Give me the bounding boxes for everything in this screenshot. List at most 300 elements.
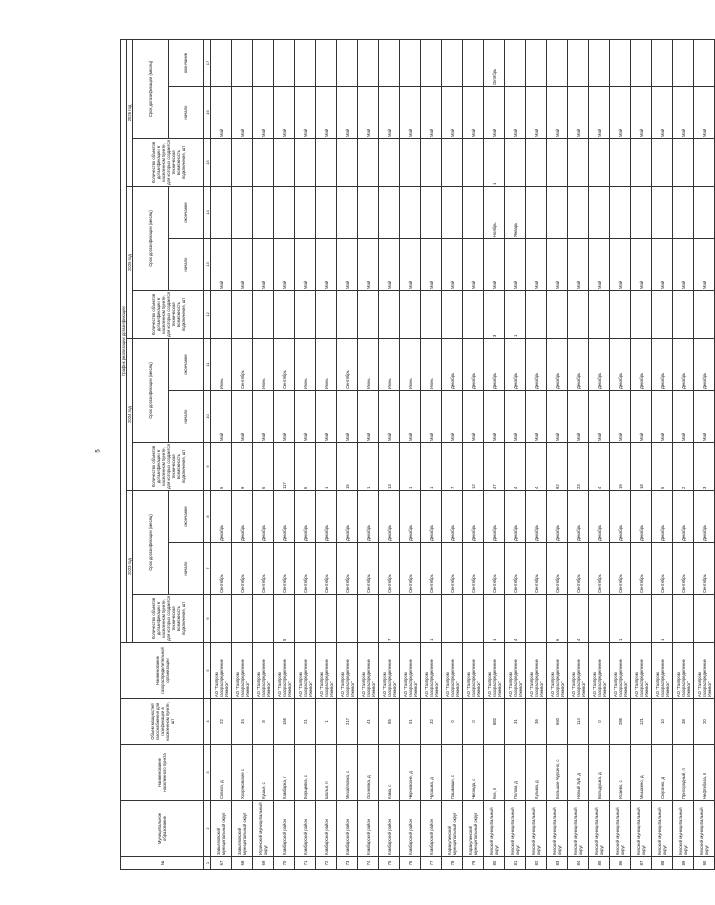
y1-count bbox=[211, 595, 232, 643]
row-number: 79 bbox=[463, 857, 484, 870]
column-number: 1 bbox=[204, 857, 211, 870]
column-number: 15 bbox=[204, 139, 211, 187]
gas-organization: АО "Газпром газораспределение Ижевск" bbox=[358, 643, 379, 699]
gas-organization: АО "Газпром газораспределение Ижевск" bbox=[484, 643, 505, 699]
settlement: Полом, д bbox=[505, 745, 526, 801]
y4-count bbox=[610, 139, 631, 187]
capacity: 32 bbox=[421, 699, 442, 745]
y1-start: Сентябрь bbox=[694, 543, 715, 595]
y1-end: Декабрь bbox=[526, 491, 547, 543]
table-row bbox=[211, 39, 232, 869]
table-row bbox=[316, 39, 337, 869]
y1-end: Декабрь bbox=[253, 491, 274, 543]
capacity: 156 bbox=[274, 699, 295, 745]
y2-start: Май bbox=[400, 391, 421, 443]
y1-end: Декабрь bbox=[610, 491, 631, 543]
y4-end bbox=[652, 39, 673, 86]
header-start-3: начало bbox=[168, 239, 204, 291]
page-number: 5 bbox=[95, 449, 102, 453]
y1-end: Декабрь bbox=[442, 491, 463, 543]
settlement: Совхоз, д bbox=[211, 745, 232, 801]
municipality: Камбарский район bbox=[316, 801, 337, 857]
y4-start: Май bbox=[694, 87, 715, 139]
y4-start: Май bbox=[274, 87, 295, 139]
header-end-3: окончание bbox=[168, 187, 204, 239]
municipality: Камбарский район bbox=[337, 801, 358, 857]
y3-end bbox=[358, 187, 379, 239]
municipality: Камбарский район bbox=[379, 801, 400, 857]
y1-count bbox=[589, 595, 610, 643]
table-row bbox=[484, 39, 505, 869]
y1-end: Декабрь bbox=[274, 491, 295, 543]
y2-start: Май bbox=[295, 391, 316, 443]
y3-end bbox=[568, 187, 589, 239]
capacity: 1 bbox=[316, 699, 337, 745]
y1-end: Декабрь bbox=[211, 491, 232, 543]
column-number: 14 bbox=[204, 187, 211, 239]
column-number: 12 bbox=[204, 291, 211, 339]
capacity: 85 bbox=[379, 699, 400, 745]
y3-end bbox=[379, 187, 400, 239]
y2-end: Декабрь bbox=[631, 339, 652, 391]
gas-organization: АО "Газпром газораспределение Ижевск" bbox=[631, 643, 652, 699]
column-number: 17 bbox=[204, 39, 211, 86]
header-srok-2: Срок догазификации (месяц) bbox=[133, 339, 169, 443]
rotated-page bbox=[120, 40, 712, 870]
gas-organization: АО "Газпром газораспределение Ижевск" bbox=[211, 643, 232, 699]
capacity: 286 bbox=[610, 699, 631, 745]
municipality: Камбарский район bbox=[295, 801, 316, 857]
y3-start: Май bbox=[337, 239, 358, 291]
capacity: 34 bbox=[232, 699, 253, 745]
y3-start: Май bbox=[652, 239, 673, 291]
y3-end bbox=[316, 187, 337, 239]
row-number: 84 bbox=[568, 857, 589, 870]
y4-end bbox=[316, 39, 337, 86]
settlement: Хохряковские с bbox=[232, 745, 253, 801]
y3-count bbox=[631, 291, 652, 339]
y4-start: Май bbox=[631, 87, 652, 139]
row-number: 90 bbox=[694, 857, 715, 870]
y4-count bbox=[295, 139, 316, 187]
y2-start: Май bbox=[673, 391, 694, 443]
y2-count: 5 bbox=[652, 443, 673, 491]
y4-end bbox=[673, 39, 694, 86]
y4-start: Май bbox=[442, 87, 463, 139]
capacity: 22 bbox=[211, 699, 232, 745]
y2-start: Май bbox=[484, 391, 505, 443]
y2-end: Сентябрь bbox=[337, 339, 358, 391]
municipality: Завьяловский муниципальный округ bbox=[232, 801, 253, 857]
table-row bbox=[442, 39, 463, 869]
gas-organization: АО "Газпром газораспределение Ижевск" bbox=[400, 643, 421, 699]
y2-start: Май bbox=[232, 391, 253, 443]
y4-end bbox=[442, 39, 463, 86]
y1-start: Сентябрь bbox=[589, 543, 610, 595]
y4-end bbox=[589, 39, 610, 86]
column-number: 5 bbox=[204, 643, 211, 699]
y1-count: 1 bbox=[421, 595, 442, 643]
y2-start: Май bbox=[358, 391, 379, 443]
y4-start: Май bbox=[505, 87, 526, 139]
capacity: 660 bbox=[547, 699, 568, 745]
header-start-2: начало bbox=[168, 391, 204, 443]
y3-end bbox=[526, 187, 547, 239]
settlement: Исаево, с bbox=[610, 745, 631, 801]
row-number: 81 bbox=[505, 857, 526, 870]
y1-count: 4 bbox=[505, 595, 526, 643]
y4-start: Май bbox=[568, 87, 589, 139]
y4-count bbox=[274, 139, 295, 187]
header-mo: Муниципальное образование bbox=[121, 801, 204, 857]
settlement: Шолья, п bbox=[316, 745, 337, 801]
municipality: Каракулинский муниципальный округ bbox=[463, 801, 484, 857]
y4-start: Май bbox=[211, 87, 232, 139]
header-year-1: 2023 год bbox=[127, 491, 133, 643]
column-number: 13 bbox=[204, 239, 211, 291]
y4-start: Май bbox=[652, 87, 673, 139]
municipality: Кезский муниципальный округ bbox=[505, 801, 526, 857]
y1-start: Сентябрь bbox=[610, 543, 631, 595]
y4-start: Май bbox=[337, 87, 358, 139]
y4-count bbox=[526, 139, 547, 187]
y2-count: 7 bbox=[442, 443, 463, 491]
municipality: Кезский муниципальный округ bbox=[631, 801, 652, 857]
settlement: Новый Зуй, д bbox=[568, 745, 589, 801]
gas-organization: АО "Газпром газораспределение Ижевск" bbox=[379, 643, 400, 699]
y2-end: Декабрь bbox=[526, 339, 547, 391]
y3-end bbox=[694, 187, 715, 239]
settlement: Камбарка, г bbox=[274, 745, 295, 801]
y4-count bbox=[358, 139, 379, 187]
settlement: Мышкино, д bbox=[631, 745, 652, 801]
settlement: Михайловка, с bbox=[337, 745, 358, 801]
y2-start: Май bbox=[463, 391, 484, 443]
header-org: Наименование газораспределительной организации bbox=[121, 643, 204, 699]
y3-start: Май bbox=[358, 239, 379, 291]
header-year-4: 2026 год bbox=[127, 39, 133, 186]
y3-count bbox=[421, 291, 442, 339]
y3-end bbox=[211, 187, 232, 239]
y2-count: 15 bbox=[337, 443, 358, 491]
settlement: Сюрзино, д bbox=[652, 745, 673, 801]
y1-end: Декабрь bbox=[337, 491, 358, 543]
y1-start: Сентябрь bbox=[379, 543, 400, 595]
row-number: 76 bbox=[400, 857, 421, 870]
table-row bbox=[400, 39, 421, 869]
y3-end bbox=[253, 187, 274, 239]
municipality: Кезский муниципальный округ bbox=[589, 801, 610, 857]
y1-count bbox=[232, 595, 253, 643]
y4-end bbox=[526, 39, 547, 86]
capacity: 114 bbox=[568, 699, 589, 745]
y4-count bbox=[379, 139, 400, 187]
y1-start: Сентябрь bbox=[652, 543, 673, 595]
y3-end bbox=[232, 187, 253, 239]
y1-count bbox=[316, 595, 337, 643]
municipality: Камбарский район bbox=[274, 801, 295, 857]
y3-count bbox=[358, 291, 379, 339]
y1-end: Декабрь bbox=[652, 491, 673, 543]
y1-end: Декабрь bbox=[484, 491, 505, 543]
y4-end bbox=[568, 39, 589, 86]
capacity: 217 bbox=[337, 699, 358, 745]
y2-count: 19 bbox=[610, 443, 631, 491]
y3-start: Май bbox=[505, 239, 526, 291]
gas-organization: АО "Газпром газораспределение Ижевск" bbox=[295, 643, 316, 699]
table-row bbox=[631, 39, 652, 869]
y2-end: Июнь bbox=[253, 339, 274, 391]
capacity: 20 bbox=[694, 699, 715, 745]
table-row bbox=[505, 39, 526, 869]
y1-end: Декабрь bbox=[400, 491, 421, 543]
y3-count: 3 bbox=[484, 291, 505, 339]
row-number: 72 bbox=[316, 857, 337, 870]
municipality: Кезский муниципальный округ bbox=[652, 801, 673, 857]
y4-start: Май bbox=[610, 87, 631, 139]
y4-start: Май bbox=[589, 87, 610, 139]
table-row bbox=[295, 39, 316, 869]
y4-end: Октябрь bbox=[484, 39, 505, 86]
y3-count bbox=[463, 291, 484, 339]
y1-start: Сентябрь bbox=[526, 543, 547, 595]
y3-start: Май bbox=[211, 239, 232, 291]
y4-count bbox=[631, 139, 652, 187]
y1-end: Декабрь bbox=[421, 491, 442, 543]
y4-count bbox=[505, 139, 526, 187]
y1-end: Декабрь bbox=[358, 491, 379, 543]
y3-start: Май bbox=[463, 239, 484, 291]
row-number: 73 bbox=[337, 857, 358, 870]
y1-count: 7 bbox=[379, 595, 400, 643]
y2-start: Май bbox=[589, 391, 610, 443]
y4-count bbox=[316, 139, 337, 187]
y3-start: Май bbox=[400, 239, 421, 291]
y2-start: Май bbox=[652, 391, 673, 443]
y3-end bbox=[337, 187, 358, 239]
y4-count bbox=[232, 139, 253, 187]
y4-count bbox=[652, 139, 673, 187]
municipality: Кезский муниципальный округ bbox=[526, 801, 547, 857]
y2-start: Май bbox=[274, 391, 295, 443]
gas-organization: АО "Газпром газораспределение Ижевск" bbox=[694, 643, 715, 699]
y2-count: 5 bbox=[211, 443, 232, 491]
settlement: Кушья, с bbox=[253, 745, 274, 801]
column-number: 8 bbox=[204, 491, 211, 543]
y3-start: Май bbox=[547, 239, 568, 291]
column-number: 2 bbox=[204, 801, 211, 857]
y1-count bbox=[463, 595, 484, 643]
y4-count bbox=[547, 139, 568, 187]
y2-count: 4 bbox=[589, 443, 610, 491]
header-start-1: начало bbox=[168, 543, 204, 595]
y3-start: Май bbox=[673, 239, 694, 291]
y3-count bbox=[253, 291, 274, 339]
gas-organization: АО "Газпром газораспределение Ижевск" bbox=[274, 643, 295, 699]
y2-start: Май bbox=[379, 391, 400, 443]
header-year-3: 2025 год bbox=[127, 187, 133, 339]
y3-count bbox=[442, 291, 463, 339]
y2-end: Сентябрь bbox=[232, 339, 253, 391]
column-number: 3 bbox=[204, 745, 211, 801]
y3-end bbox=[295, 187, 316, 239]
y4-end bbox=[463, 39, 484, 86]
y4-start: Май bbox=[400, 87, 421, 139]
capacity: 41 bbox=[358, 699, 379, 745]
settlement: Вольдушка, д bbox=[589, 745, 610, 801]
gas-organization: АО "Газпром газораспределение Ижевск" bbox=[421, 643, 442, 699]
table-row bbox=[358, 39, 379, 869]
settlement: Пригородный, п bbox=[673, 745, 694, 801]
row-number: 85 bbox=[589, 857, 610, 870]
table-row bbox=[652, 39, 673, 869]
y3-end bbox=[652, 187, 673, 239]
y2-start: Май bbox=[610, 391, 631, 443]
y4-end bbox=[379, 39, 400, 86]
y4-start: Май bbox=[463, 87, 484, 139]
gas-organization: АО "Газпром газораспределение Ижевск" bbox=[547, 643, 568, 699]
row-number: 86 bbox=[610, 857, 631, 870]
y1-start: Сентябрь bbox=[547, 543, 568, 595]
settlement: Нефтебаза, п bbox=[694, 745, 715, 801]
y3-end bbox=[589, 187, 610, 239]
y2-end: Декабрь bbox=[652, 339, 673, 391]
y2-end: Июнь bbox=[379, 339, 400, 391]
y1-start: Сентябрь bbox=[484, 543, 505, 595]
y3-start: Май bbox=[694, 239, 715, 291]
row-number: 68 bbox=[232, 857, 253, 870]
y2-end: Декабрь bbox=[547, 339, 568, 391]
y1-start: Сентябрь bbox=[400, 543, 421, 595]
y2-count: 9 bbox=[232, 443, 253, 491]
y2-count: 18 bbox=[631, 443, 652, 491]
gas-organization: АО "Газпром газораспределение Ижевск" bbox=[652, 643, 673, 699]
y2-end: Декабрь bbox=[610, 339, 631, 391]
y2-count: 4 bbox=[526, 443, 547, 491]
y4-end bbox=[358, 39, 379, 86]
y1-end: Декабрь bbox=[631, 491, 652, 543]
y4-end bbox=[610, 39, 631, 86]
y1-count bbox=[400, 595, 421, 643]
column-number: 11 bbox=[204, 339, 211, 391]
header-kol-3: Количество объектов догазификации в населенном пункте, для которых создается техническая возможность подключения, шт bbox=[133, 291, 204, 339]
y2-end: Декабрь bbox=[568, 339, 589, 391]
settlement: Чусашка, д bbox=[421, 745, 442, 801]
y3-count bbox=[694, 291, 715, 339]
capacity: 36 bbox=[526, 699, 547, 745]
y2-start: Май bbox=[694, 391, 715, 443]
y3-start: Май bbox=[589, 239, 610, 291]
y2-start: Май bbox=[526, 391, 547, 443]
table-row bbox=[568, 39, 589, 869]
y1-start: Сентябрь bbox=[274, 543, 295, 595]
settlement: Кез, п bbox=[484, 745, 505, 801]
y4-count bbox=[589, 139, 610, 187]
y3-count bbox=[400, 291, 421, 339]
y4-start: Май bbox=[358, 87, 379, 139]
y2-count: 6 bbox=[253, 443, 274, 491]
table-row bbox=[274, 39, 295, 869]
row-number: 78 bbox=[442, 857, 463, 870]
y2-count: 3 bbox=[694, 443, 715, 491]
row-number: 74 bbox=[358, 857, 379, 870]
y4-count bbox=[400, 139, 421, 187]
y4-end bbox=[400, 39, 421, 86]
y3-start: Май bbox=[232, 239, 253, 291]
y4-count: 1 bbox=[484, 139, 505, 187]
row-number: 83 bbox=[547, 857, 568, 870]
y4-start: Май bbox=[295, 87, 316, 139]
y4-end bbox=[694, 39, 715, 86]
capacity: 8 bbox=[253, 699, 274, 745]
row-number: 88 bbox=[652, 857, 673, 870]
column-number: 4 bbox=[204, 699, 211, 745]
header-kol-4: Количество объектов догазификации в населенном пункте, для которых создается техническая возможность подключения, шт bbox=[133, 139, 204, 187]
y1-count: 1 bbox=[652, 595, 673, 643]
municipality: Игринский муниципальный округ bbox=[253, 801, 274, 857]
gasification-schedule-table bbox=[120, 39, 715, 870]
y4-count bbox=[211, 139, 232, 187]
y2-end: Декабрь bbox=[589, 339, 610, 391]
y4-count bbox=[442, 139, 463, 187]
y2-start: Май bbox=[211, 391, 232, 443]
capacity: 0 bbox=[589, 699, 610, 745]
municipality: Кезский муниципальный округ bbox=[673, 801, 694, 857]
municipality: Кезский муниципальный округ bbox=[484, 801, 505, 857]
y1-end: Декабрь bbox=[463, 491, 484, 543]
y3-start: Май bbox=[295, 239, 316, 291]
municipality: Кезский муниципальный округ bbox=[694, 801, 715, 857]
y3-count bbox=[274, 291, 295, 339]
capacity: 51 bbox=[400, 699, 421, 745]
y2-count: 12 bbox=[463, 443, 484, 491]
y1-start: Сентябрь bbox=[211, 543, 232, 595]
y2-end: Июнь bbox=[316, 339, 337, 391]
y2-count: 4 bbox=[505, 443, 526, 491]
y1-count bbox=[295, 595, 316, 643]
table-row bbox=[337, 39, 358, 869]
y2-end: Июнь bbox=[211, 339, 232, 391]
y3-end bbox=[547, 187, 568, 239]
y1-end: Декабрь bbox=[295, 491, 316, 543]
municipality: Камбарский район bbox=[400, 801, 421, 857]
header-srok-3: Срок догазификации (месяц) bbox=[133, 187, 169, 291]
settlement: Осиновка, д bbox=[358, 745, 379, 801]
gas-organization: АО "Газпром газораспределение Ижевск" bbox=[337, 643, 358, 699]
y2-count: 2 bbox=[673, 443, 694, 491]
y2-start: Май bbox=[337, 391, 358, 443]
capacity: 882 bbox=[484, 699, 505, 745]
header-srok-4: Срок догазификации (месяц) bbox=[133, 39, 169, 138]
y2-end: Декабрь bbox=[673, 339, 694, 391]
row-number: 75 bbox=[379, 857, 400, 870]
gas-organization: АО "Газпром газораспределение Ижевск" bbox=[316, 643, 337, 699]
municipality: Каракулинский муниципальный округ bbox=[442, 801, 463, 857]
gas-organization: АО "Газпром газораспределение Ижевск" bbox=[232, 643, 253, 699]
row-number: 89 bbox=[673, 857, 694, 870]
y1-start: Сентябрь bbox=[295, 543, 316, 595]
y4-end bbox=[211, 39, 232, 86]
municipality: Камбарский район bbox=[358, 801, 379, 857]
y4-start: Май bbox=[673, 87, 694, 139]
y2-count: 1 bbox=[421, 443, 442, 491]
y2-count: 1 bbox=[316, 443, 337, 491]
y1-count bbox=[442, 595, 463, 643]
municipality: Кезский муниципальный округ bbox=[547, 801, 568, 857]
y4-end bbox=[274, 39, 295, 86]
y1-start: Сентябрь bbox=[505, 543, 526, 595]
y4-end bbox=[232, 39, 253, 86]
